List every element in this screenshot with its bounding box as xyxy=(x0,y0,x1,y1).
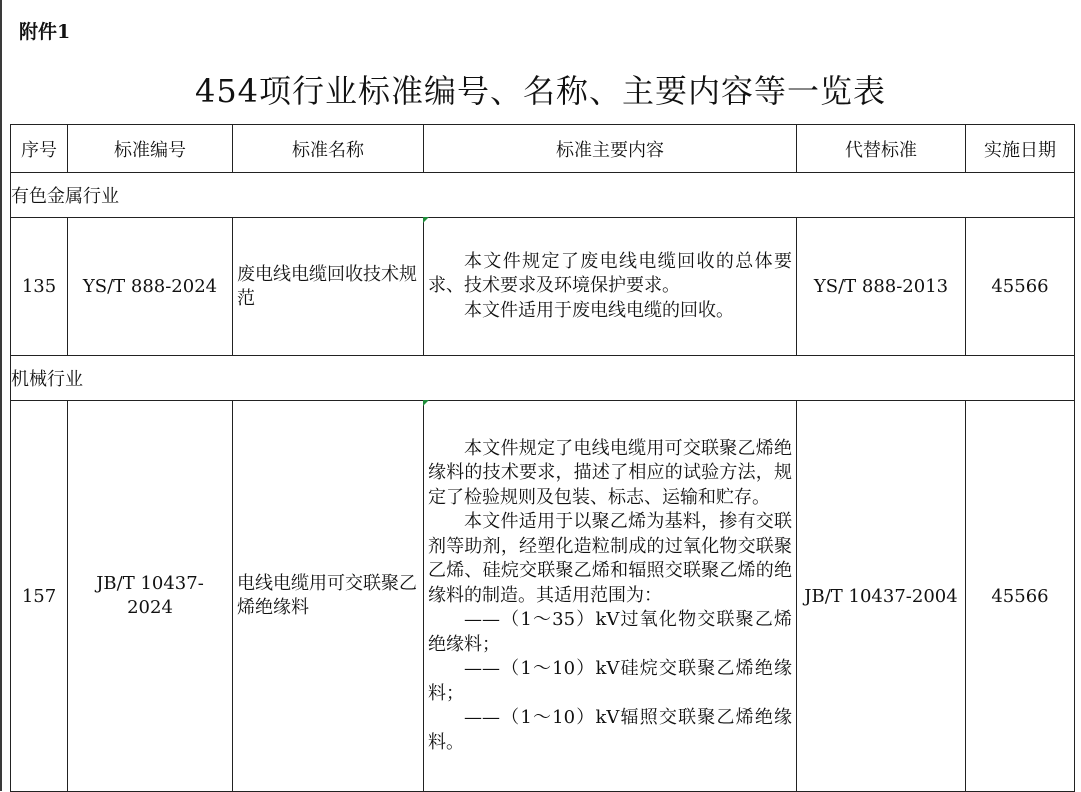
cell-replaces: YS/T 888-2013 xyxy=(797,218,966,356)
column-header-date: 实施日期 xyxy=(966,125,1075,173)
cell-content xyxy=(424,218,797,356)
cell-no: 157 xyxy=(11,401,68,792)
cell-name: 废电线电缆回收技术规范 xyxy=(233,218,424,356)
content-paragraph: 本文件规定了废电线电缆回收的总体要求、技术要求及环境保护要求。 xyxy=(428,250,792,297)
column-header-replaces: 代替标准 xyxy=(797,125,966,173)
standards-table xyxy=(10,124,1075,792)
cell-code: JB/T 10437-2024 xyxy=(68,401,233,792)
category-label: 机械行业 xyxy=(11,356,1075,401)
content-list-item: ——（1～10）kV辐照交联聚乙烯绝缘料。 xyxy=(428,707,792,753)
column-header-content: 标准主要内容 xyxy=(424,125,797,173)
content-list-item: ——（1～10）kV硅烷交联聚乙烯绝缘料； xyxy=(428,658,792,704)
content-paragraph: 本文件规定了电线电缆用可交联聚乙烯绝缘料的技术要求，描述了相应的试验方法，规定了检验规则及包装、标志、运输和贮存。 xyxy=(428,437,792,508)
category-row xyxy=(11,173,1075,218)
cell-comment-marker xyxy=(423,217,429,223)
column-header-name: 标准名称 xyxy=(233,125,424,173)
cell-date: 45566 xyxy=(966,401,1075,792)
column-header-no: 序号 xyxy=(11,125,68,173)
attachment-label: 附件1 xyxy=(19,21,71,43)
cell-date: 45566 xyxy=(966,218,1075,356)
cell-code: YS/T 888-2024 xyxy=(68,218,233,356)
cell-no: 135 xyxy=(11,218,68,356)
table-row xyxy=(11,401,1075,792)
table-row xyxy=(11,218,1075,356)
document-title: 454项行业标准编号、名称、主要内容等一览表 xyxy=(194,72,887,110)
column-header-code: 标准编号 xyxy=(68,125,233,173)
page-left-border xyxy=(0,0,2,791)
category-label: 有色金属行业 xyxy=(11,173,1075,218)
cell-replaces: JB/T 10437-2004 xyxy=(797,401,966,792)
cell-comment-marker xyxy=(423,400,429,406)
content-list-item: ——（1～35）kV过氧化物交联聚乙烯绝缘料； xyxy=(428,609,792,655)
cell-name: 电线电缆用可交联聚乙烯绝缘料 xyxy=(233,401,424,792)
table-header-row xyxy=(11,125,1075,173)
cell-content xyxy=(424,401,797,792)
category-row xyxy=(11,356,1075,401)
content-paragraph: 本文件适用于以聚乙烯为基料，掺有交联剂等助剂，经塑化造粒制成的过氧化物交联聚乙烯、硅烷交联聚乙烯和辐照交联聚乙烯的绝缘料的制造。其适用范围为： xyxy=(428,511,792,606)
content-paragraph: 本文件适用于废电线电缆的回收。 xyxy=(464,299,734,321)
